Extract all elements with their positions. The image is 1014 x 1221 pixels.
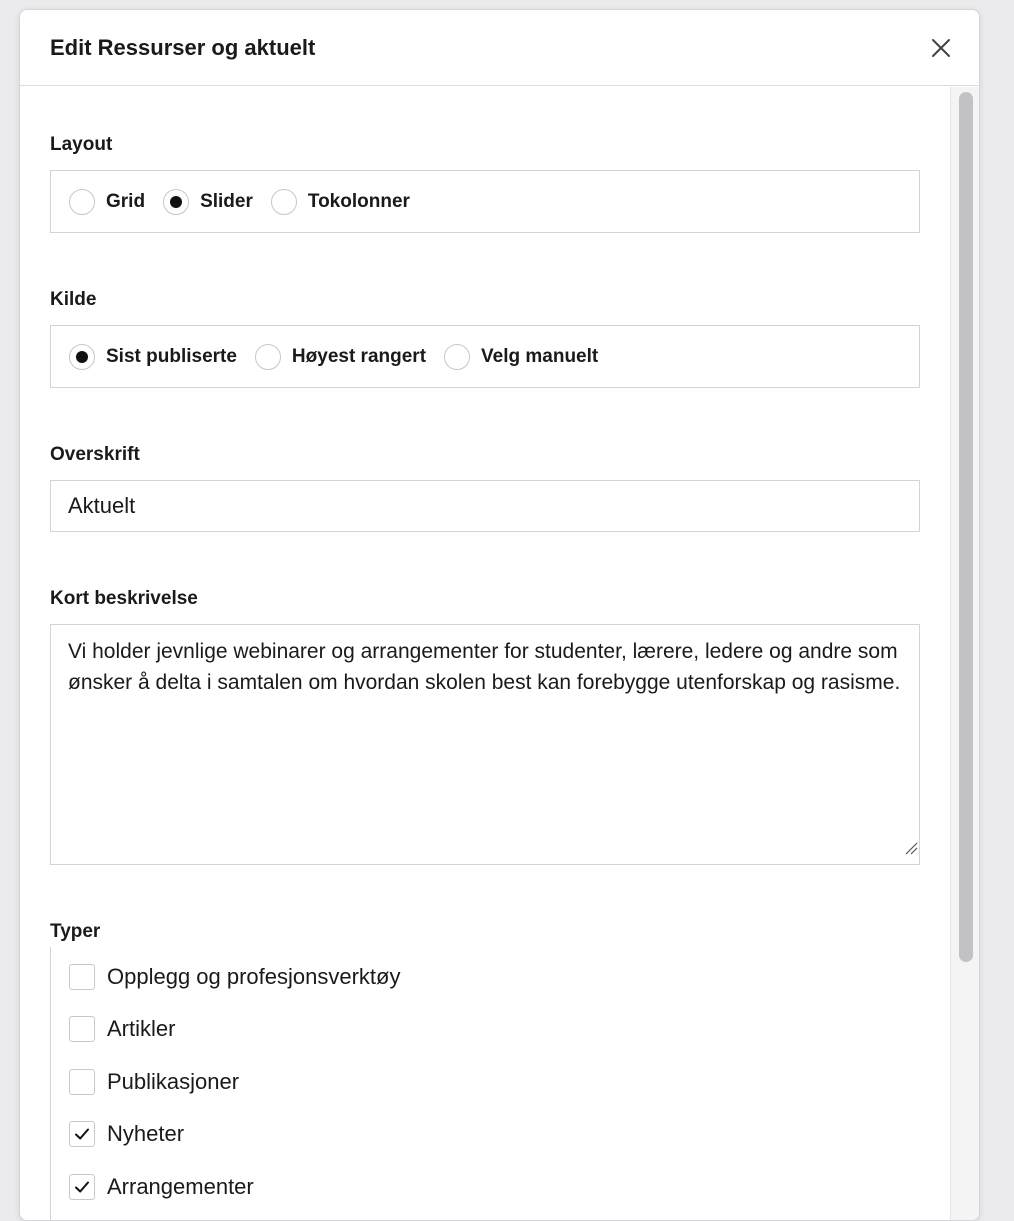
radio-label: Høyest rangert — [291, 345, 427, 367]
radio-button[interactable] — [163, 189, 189, 215]
radio-label: Sist publiserte — [106, 345, 237, 367]
source-option-latest[interactable] — [69, 344, 237, 370]
checkbox-label: Artikler — [107, 1016, 176, 1041]
source-option-manual[interactable] — [444, 344, 598, 370]
radio-label: Tokolonner — [307, 190, 410, 212]
layout-label: Layout — [50, 134, 113, 155]
source-label: Kilde — [50, 289, 97, 310]
layout-option-grid[interactable] — [69, 189, 145, 215]
radio-button[interactable] — [69, 189, 95, 215]
checkbox-label: Opplegg og profesjonsverktøy — [107, 964, 401, 989]
edit-dialog — [19, 9, 980, 1221]
type-option-artikler[interactable] — [69, 1016, 175, 1042]
close-button[interactable] — [926, 34, 956, 64]
type-option-arrangementer[interactable] — [69, 1174, 254, 1200]
checkbox-label: Arrangementer — [107, 1174, 254, 1199]
scrollbar-thumb[interactable] — [959, 92, 973, 962]
heading-label: Overskrift — [50, 444, 140, 465]
checkbox[interactable] — [69, 1069, 95, 1095]
dialog-title: Edit Ressurser og aktuelt — [50, 35, 316, 60]
radio-button[interactable] — [271, 189, 297, 215]
radio-label: Grid — [106, 190, 146, 212]
checkbox[interactable] — [69, 1016, 95, 1042]
close-icon — [926, 34, 956, 64]
type-option-opplegg[interactable] — [69, 964, 401, 990]
layout-option-tokolonner[interactable] — [271, 189, 410, 215]
scrollbar[interactable] — [950, 87, 979, 1221]
radio-selected-dot — [76, 351, 88, 363]
resize-handle-icon[interactable] — [904, 841, 918, 855]
type-option-publikasjoner[interactable] — [69, 1069, 239, 1095]
source-option-top-rated[interactable] — [255, 344, 426, 370]
checkbox[interactable] — [69, 964, 95, 990]
source-radio-group — [50, 325, 920, 388]
radio-label: Slider — [200, 190, 253, 212]
radio-button[interactable] — [444, 344, 470, 370]
radio-button[interactable] — [69, 344, 95, 370]
radio-button[interactable] — [255, 344, 281, 370]
dialog-body — [20, 87, 950, 1221]
description-textarea[interactable] — [50, 624, 920, 865]
heading-input[interactable] — [50, 480, 920, 532]
types-checkbox-list — [50, 947, 920, 1221]
checkbox[interactable] — [69, 1121, 95, 1147]
types-label: Typer — [50, 921, 101, 942]
type-option-nyheter[interactable] — [69, 1121, 184, 1147]
checkbox-label: Nyheter — [107, 1121, 185, 1146]
checkbox-label: Publikasjoner — [107, 1069, 240, 1094]
description-label: Kort beskrivelse — [50, 588, 198, 609]
checkmark-icon — [73, 1178, 91, 1196]
checkmark-icon — [73, 1125, 91, 1143]
radio-selected-dot — [170, 196, 182, 208]
dialog-header — [20, 10, 979, 86]
checkbox[interactable] — [69, 1174, 95, 1200]
layout-option-slider[interactable] — [163, 189, 253, 215]
radio-label: Velg manuelt — [481, 345, 599, 367]
layout-radio-group — [50, 170, 920, 233]
